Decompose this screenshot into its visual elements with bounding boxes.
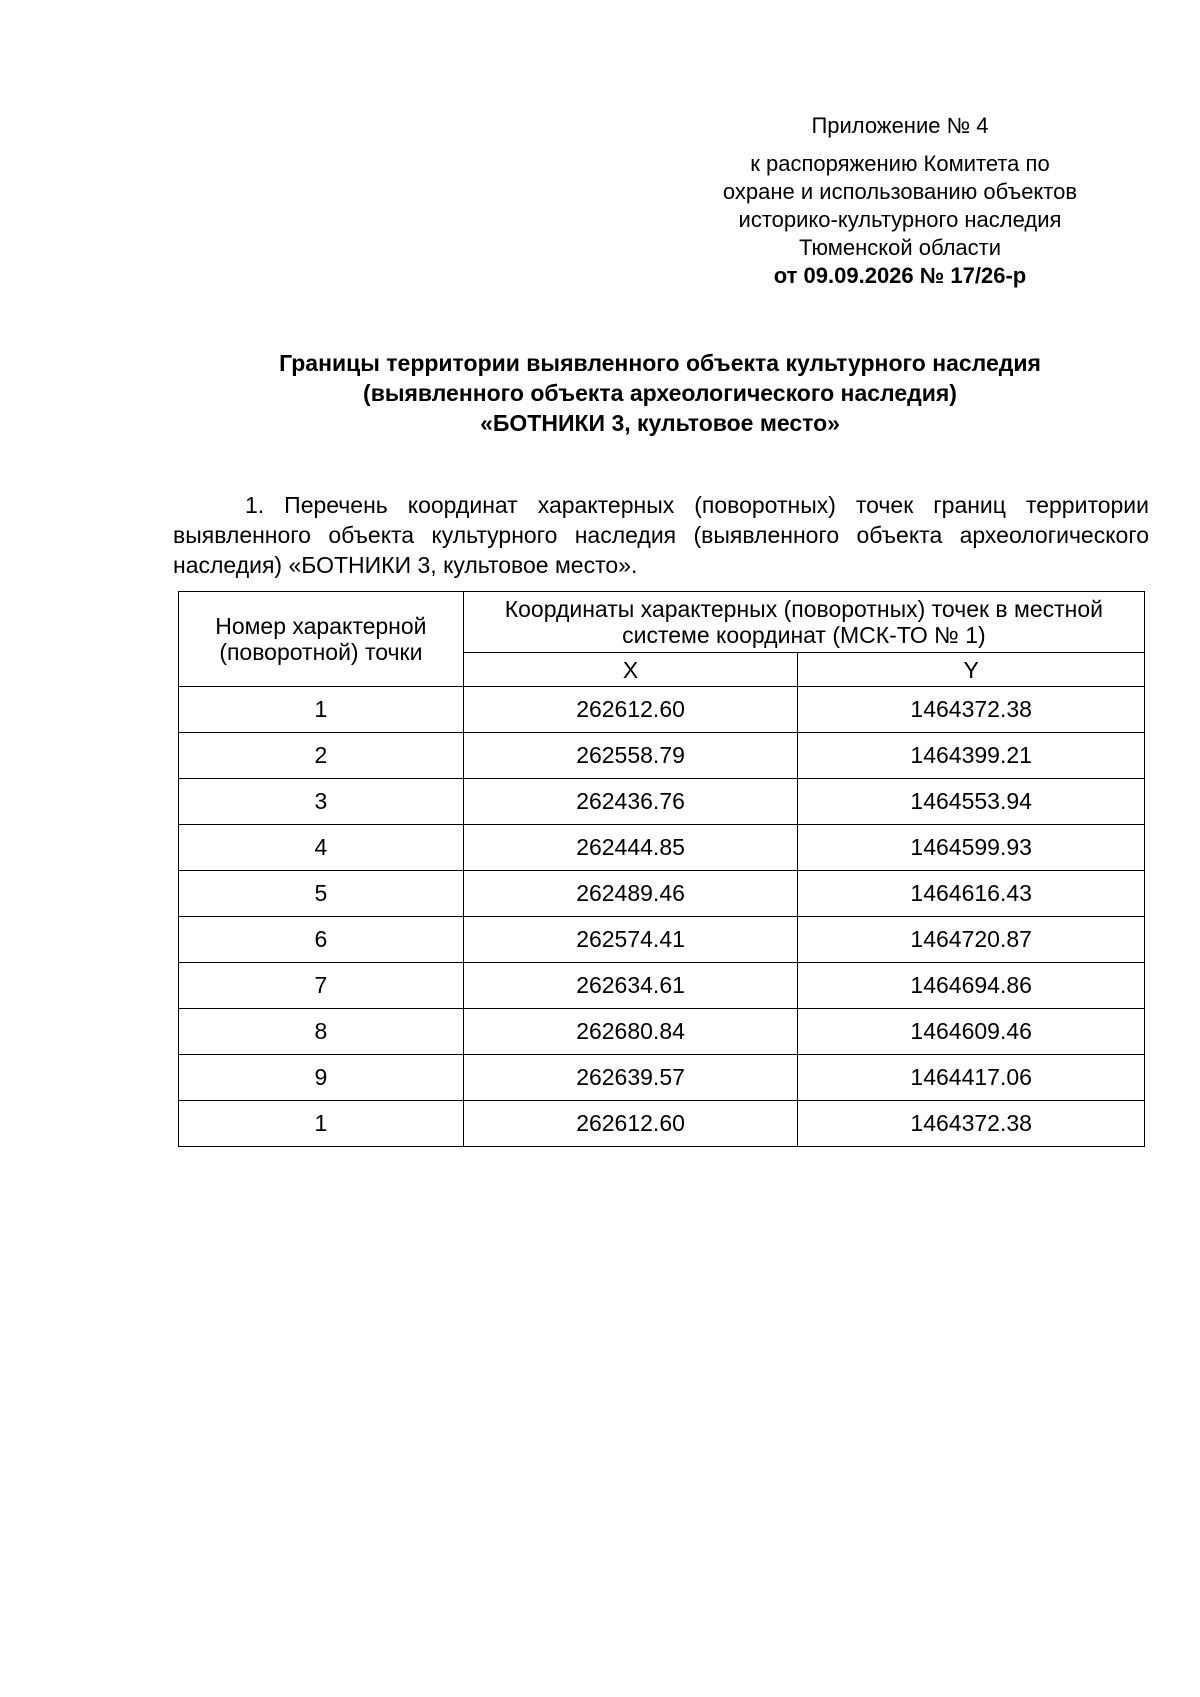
cell-x: 262612.60 — [463, 687, 798, 733]
coordinates-table — [178, 591, 1145, 1147]
cell-y: 1464553.94 — [798, 779, 1145, 825]
header-coordinates: Координаты характерных (поворотных) точек в местной системе координат (МСК-ТО № 1) — [463, 592, 1144, 653]
header-y: Y — [798, 653, 1145, 687]
cell-x: 262558.79 — [463, 733, 798, 779]
cell-x: 262634.61 — [463, 963, 798, 1009]
title-line: (выявленного объекта археологического наследия) — [363, 380, 957, 406]
cell-x: 262574.41 — [463, 917, 798, 963]
cell-y: 1464372.38 — [798, 1101, 1145, 1147]
title-line: «БОТНИКИ 3, культовое место» — [480, 410, 840, 436]
cell-point-number: 5 — [179, 871, 464, 917]
cell-point-number: 2 — [179, 733, 464, 779]
cell-x: 262436.76 — [463, 779, 798, 825]
annex-line: Тюменской области — [798, 235, 1002, 260]
table-row — [179, 917, 1145, 963]
cell-y: 1464599.93 — [798, 825, 1145, 871]
annex-line: охране и использованию объектов — [722, 179, 1078, 204]
cell-x: 262489.46 — [463, 871, 798, 917]
cell-y: 1464372.38 — [798, 687, 1145, 733]
cell-x: 262680.84 — [463, 1009, 798, 1055]
document-title — [160, 348, 1160, 438]
cell-point-number: 6 — [179, 917, 464, 963]
cell-x: 262612.60 — [463, 1101, 798, 1147]
annex-number: Приложение № 4 — [811, 113, 989, 138]
cell-point-number: 7 — [179, 963, 464, 1009]
cell-x: 262639.57 — [463, 1055, 798, 1101]
cell-y: 1464417.06 — [798, 1055, 1145, 1101]
cell-point-number: 3 — [179, 779, 464, 825]
coordinates-paragraph: 1. Перечень координат характерных (поворотных) точек границ территории выявленного объекта культурного наследия (выявленного объекта археологического наследия) «БОТНИКИ 3, культовое место». — [173, 492, 1149, 578]
title-line: Границы территории выявленного объекта культурного наследия — [279, 350, 1041, 376]
table-row — [179, 733, 1145, 779]
cell-y: 1464609.46 — [798, 1009, 1145, 1055]
table-row — [179, 779, 1145, 825]
header-point-number: Номер характерной (поворотной) точки — [179, 592, 464, 687]
table-row — [179, 1055, 1145, 1101]
table-row — [179, 963, 1145, 1009]
cell-point-number: 1 — [179, 1101, 464, 1147]
table-row — [179, 825, 1145, 871]
cell-point-number: 9 — [179, 1055, 464, 1101]
cell-y: 1464399.21 — [798, 733, 1145, 779]
annex-line: историко-культурного наследия — [738, 207, 1062, 232]
cell-x: 262444.85 — [463, 825, 798, 871]
cell-y: 1464720.87 — [798, 917, 1145, 963]
table-row — [179, 1101, 1145, 1147]
cell-y: 1464694.86 — [798, 963, 1145, 1009]
header-x: X — [463, 653, 798, 687]
table-row — [179, 871, 1145, 917]
table-row — [179, 1009, 1145, 1055]
cell-point-number: 1 — [179, 687, 464, 733]
cell-point-number: 8 — [179, 1009, 464, 1055]
annex-block — [700, 112, 1100, 290]
table-row — [179, 687, 1145, 733]
cell-y: 1464616.43 — [798, 871, 1145, 917]
annex-order-date: от 09.09.2026 № 17/26-р — [773, 263, 1027, 288]
cell-point-number: 4 — [179, 825, 464, 871]
annex-line: к распоряжению Комитета по — [750, 151, 1050, 176]
